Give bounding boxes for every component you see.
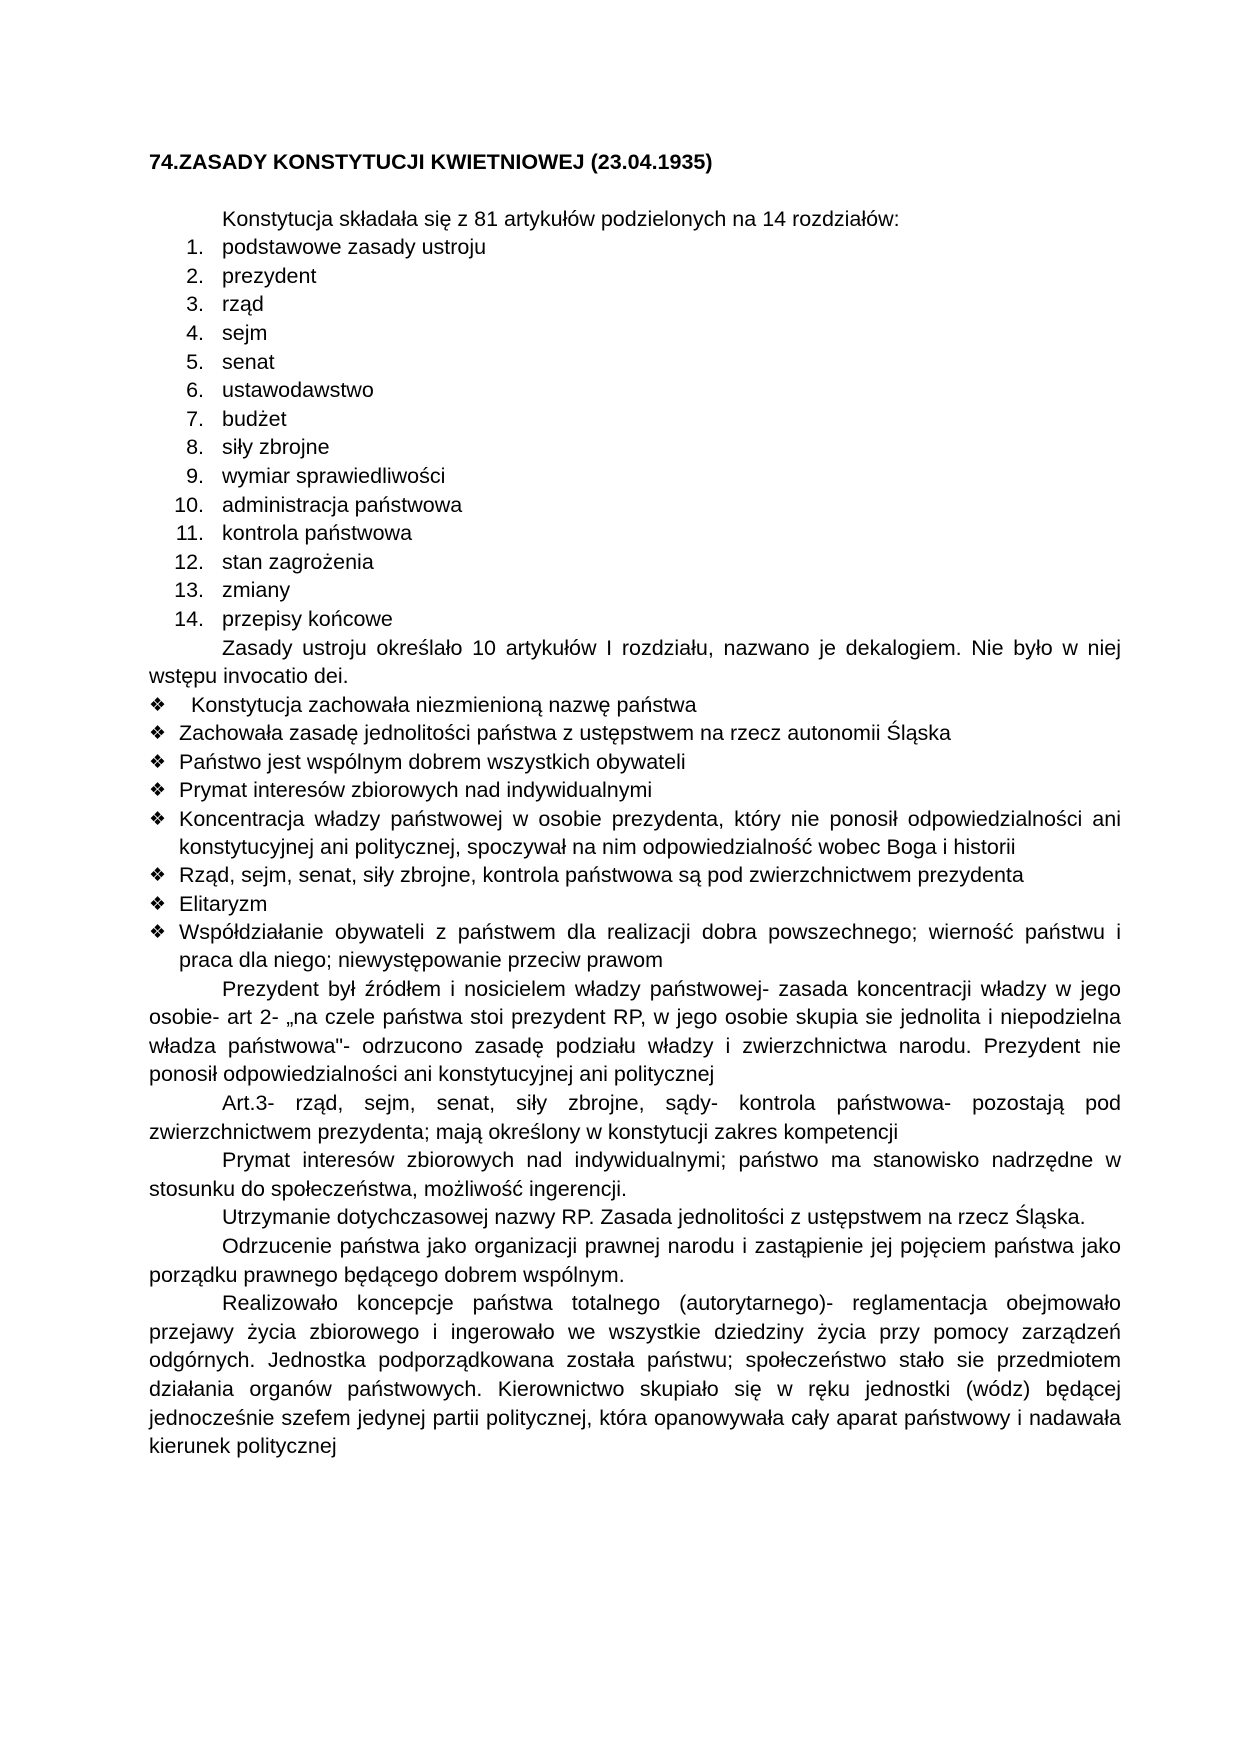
chapter-item — [149, 233, 1121, 262]
principle-text: Zachowała zasadę jednolitości państwa z ustępstwem na rzecz autonomii Śląska — [179, 721, 952, 746]
principle-item — [149, 719, 1121, 748]
chapter-label: przepisy końcowe — [222, 606, 393, 631]
diamond-bullet-icon: ❖ — [149, 779, 167, 802]
principle-text: Współdziałanie obywateli z państwem dla realizacji dobra powszechnego; wierność państwu i praca dla niego; niewystępowanie przeciw prawom — [179, 920, 1121, 973]
chapter-list — [149, 233, 1121, 633]
principle-item — [149, 776, 1121, 805]
chapter-label: rząd — [222, 292, 264, 317]
body-paragraph: Utrzymanie dotychczasowej nazwy RP. Zasada jednolitości z ustępstwem na rzecz Śląska. — [222, 1205, 1086, 1230]
body-paragraph: Realizowało koncepcje państwa totalnego (autorytarnego)- reglamentacja obejmowało przejawy życia zbiorowego i ingerowało we wszystkie dziedziny życia przy pomocy zarządzeń odgórnych. Jednostka podporządkowana została państwu; społeczeństwo stało sie przedmiotem działania organów państwowych. Kierownictwo skupiało się w ręku jednostki (wódz) będącej jednocześnie szefem jedynej partii politycznej, która opanowywała cały aparat państwowy i nadawała kierunek politycznej — [149, 1291, 1121, 1459]
body-paragraph: Prezydent był źródłem i nosicielem władzy państwowej- zasada koncentracji władzy w jego osobie- art 2- „na czele państwa stoi prezydent RP, w jego osobie skupia sie jednolita i niepodzielna władza państwowa"- odrzucono zasadę podziału władzy i zwierzchnictwa narodu. Prezydent nie ponosił odpowiedzialności ani konstytucyjnej ani politycznej — [149, 976, 1121, 1087]
chapter-item — [149, 519, 1121, 548]
chapter-label: kontrola państwowa — [222, 521, 413, 546]
chapter-item — [149, 319, 1121, 348]
principle-text: Prymat interesów zbiorowych nad indywidualnymi — [179, 778, 653, 803]
principle-text: Państwo jest wspólnym dobrem wszystkich obywateli — [179, 749, 686, 774]
document-page — [149, 148, 1121, 1461]
chapter-number: 4. — [186, 320, 204, 345]
body-paragraph: Art.3- rząd, sejm, senat, siły zbrojne, sądy- kontrola państwowa- pozostają pod zwierzchnictwem prezydenta; mają określony w konstytucji zakres kompetencji — [149, 1091, 1121, 1144]
diamond-bullet-icon: ❖ — [149, 750, 167, 773]
principle-item — [149, 748, 1121, 777]
chapter-item — [149, 348, 1121, 377]
chapter-number: 5. — [186, 349, 204, 374]
diamond-bullet-icon: ❖ — [149, 864, 167, 887]
chapter-number: 13. — [174, 578, 204, 603]
chapter-label: wymiar sprawiedliwości — [222, 463, 446, 488]
principle-text: Koncentracja władzy państwowej w osobie prezydenta, który nie ponosił odpowiedzialności ani konstytucyjnej ani politycznej, spoczywał na nim odpowiedzialność wobec Boga i historii — [179, 806, 1121, 859]
principle-text: Konstytucja zachowała niezmienioną nazwę państwa — [191, 692, 697, 717]
chapter-label: zmiany — [222, 578, 291, 603]
chapter-number: 9. — [186, 463, 204, 488]
paragraph-decalogue: Zasady ustroju określało 10 artykułów I rozdziału, nazwano je dekalogiem. Nie było w niej wstępu invocatio dei. — [149, 635, 1121, 689]
chapter-number: 1. — [186, 235, 204, 260]
chapter-number: 3. — [186, 292, 204, 317]
chapter-label: stan zagrożenia — [222, 549, 374, 574]
document-title: 74.ZASADY KONSTYTUCJI KWIETNIOWEJ (23.04.1935) — [149, 150, 713, 174]
body-paragraph: Prymat interesów zbiorowych nad indywidualnymi; państwo ma stanowisko nadrzędne w stosunku do społeczeństwa, możliwość ingerencji. — [149, 1148, 1121, 1201]
chapter-item — [149, 462, 1121, 491]
chapter-number: 12. — [174, 549, 204, 574]
chapter-item — [149, 405, 1121, 434]
diamond-bullet-icon: ❖ — [149, 807, 167, 830]
principle-text: Rząd, sejm, senat, siły zbrojne, kontrola państwowa są pod zwierzchnictwem prezydenta — [179, 863, 1024, 888]
principle-text: Elitaryzm — [179, 891, 268, 916]
chapter-label: podstawowe zasady ustroju — [222, 235, 487, 260]
chapter-label: senat — [222, 349, 275, 374]
diamond-bullet-icon: ❖ — [149, 722, 167, 745]
chapter-item — [149, 576, 1121, 605]
chapter-number: 7. — [186, 406, 204, 431]
intro-text: Konstytucja składała się z 81 artykułów podzielonych na 14 rozdziałów: — [222, 206, 900, 231]
chapter-number: 10. — [174, 492, 204, 517]
chapter-label: ustawodawstwo — [222, 378, 374, 403]
principle-item — [149, 890, 1121, 919]
chapter-number: 8. — [186, 435, 204, 460]
diamond-bullet-icon: ❖ — [149, 693, 167, 716]
chapter-number: 6. — [186, 378, 204, 403]
chapter-label: administracja państwowa — [222, 492, 463, 517]
diamond-bullet-icon: ❖ — [149, 892, 167, 915]
chapter-item — [149, 376, 1121, 405]
chapter-item — [149, 491, 1121, 520]
chapter-number: 14. — [174, 606, 204, 631]
body-paragraph: Odrzucenie państwa jako organizacji prawnej narodu i zastąpienie jej pojęciem państwa jako porządku prawnego będącego dobrem wspólnym. — [149, 1234, 1121, 1287]
chapter-number: 11. — [175, 521, 204, 546]
chapter-item — [149, 548, 1121, 577]
diamond-bullet-icon: ❖ — [149, 921, 167, 944]
chapter-label: prezydent — [222, 263, 317, 288]
chapter-label: siły zbrojne — [222, 435, 330, 460]
principle-item — [149, 805, 1121, 862]
chapter-item — [149, 290, 1121, 319]
chapter-label: budżet — [222, 406, 287, 431]
principles-list — [149, 691, 1121, 975]
principle-item — [149, 861, 1121, 890]
body-paragraphs — [149, 975, 1121, 1461]
principle-item — [149, 691, 1121, 720]
chapter-item — [149, 262, 1121, 291]
chapter-item — [149, 433, 1121, 462]
chapter-number: 2. — [186, 263, 204, 288]
chapter-item — [149, 605, 1121, 634]
principle-item — [149, 918, 1121, 975]
chapter-label: sejm — [222, 320, 268, 345]
